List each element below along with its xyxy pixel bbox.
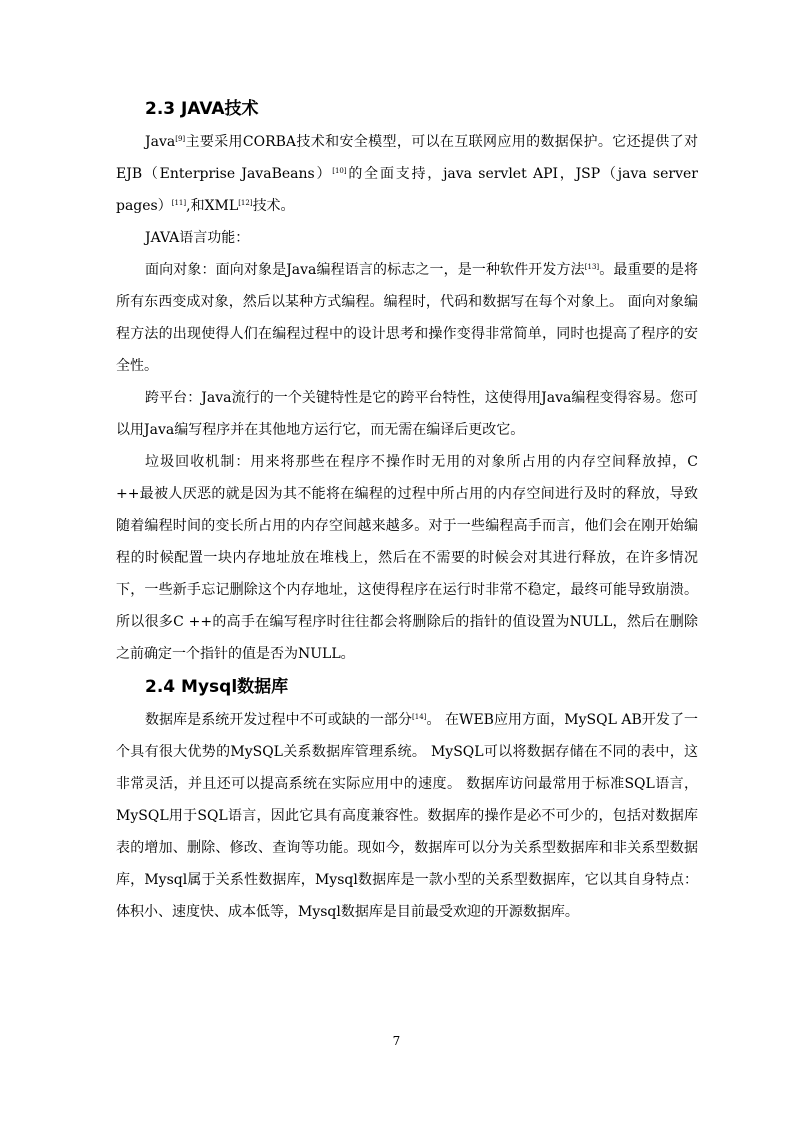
citation-mark: [10]	[332, 167, 347, 175]
section-heading: 2.4 Mysql数据库	[145, 677, 289, 697]
paragraph	[116, 382, 698, 446]
document-body	[116, 92, 698, 928]
paragraph	[116, 222, 698, 254]
section-heading: 2.3 JAVA技术	[145, 99, 259, 119]
citation-mark: [11]	[171, 199, 187, 207]
paragraph	[116, 126, 698, 222]
text-run: 数据库是系统开发过程中不可或缺的一部分	[145, 712, 413, 728]
text-run: JAVA语言功能：	[145, 230, 250, 246]
text-run: 的全面支持，java servlet API，JSP（java server pages）	[116, 166, 698, 214]
text-run: 。 在WEB应用方面，MySQL AB开发了一个具有很大优势的MySQL关系数据库管理系统。 MySQL可以将数据存储在不同的表中，这非常灵活，并且还可以提高系统在实际应用中的速度。 数据库访问最常用于标准SQL语言，MySQL用于SQL语言，因此它具有高度兼容性。数据库的操作是必不可少的，包括对数据库表的增加、删除、修改、查询等功能。现如今，数据库可以分为关系型数据库和非关系型数据库，Mysql属于关系性数据库，Mysql数据库是一款小型的关系型数据库，它以其自身特点：体积小、速度快、成本低等，Mysql数据库是目前最受欢迎的开源数据库。	[116, 712, 698, 920]
citation-mark: [14]	[412, 713, 427, 721]
citation-mark: [12]	[238, 199, 253, 207]
paragraph	[116, 254, 698, 382]
section-mysql	[116, 670, 698, 928]
text-run: 。最重要的是将所有东西变成对象，然后以某种方式编程。编程时，代码和数据写在每个对象上。 面向对象编程方法的出现使得人们在编程过程中的设计思考和操作变得非常简单，同时也提高了程序的安全性。	[116, 262, 699, 374]
paragraph	[116, 704, 698, 928]
page-number: 7	[392, 1034, 401, 1048]
text-run: 垃圾回收机制：用来将那些在程序不操作时无用的对象所占用的内存空间释放掉，C ++最被人厌恶的就是因为其不能将在编程的过程中所占用的内存空间进行及时的释放，导致随着编程时间的变长所占用的内存空间越来越多。对于一些编程高手而言，他们会在刚开始编程的时候配置一块内存地址放在堆栈上，然后在不需要的时候会对其进行释放，在许多情况下，一些新手忘记删除这个内存地址，这使得程序在运行时非常不稳定，最终可能导致崩溃。所以很多C ++的高手在编写程序时往往都会将删除后的指针的值设置为NULL，然后在删除之前确定一个指针的值是否为NULL。	[116, 454, 698, 662]
text-run: 主要采用CORBA技术和安全模型，可以在互联网应用的数据保护。它还提供了对EJB（Enterprise JavaBeans）	[116, 134, 698, 182]
section-java	[116, 92, 698, 670]
text-run: 面向对象：面向对象是Java编程语言的标志之一，是一种软件开发方法	[145, 262, 585, 278]
text-run: Java	[145, 134, 176, 150]
paragraph	[116, 446, 698, 670]
text-run: ,和XML	[186, 198, 239, 214]
text-run: 技术。	[252, 198, 295, 214]
text-run: 跨平台：Java流行的一个关键特性是它的跨平台特性，这使得用Java编程变得容易。您可以用Java编写程序并在其他地方运行它，而无需在编译后更改它。	[116, 390, 698, 438]
citation-mark: [9]	[175, 135, 186, 143]
citation-mark: [13]	[584, 263, 600, 271]
